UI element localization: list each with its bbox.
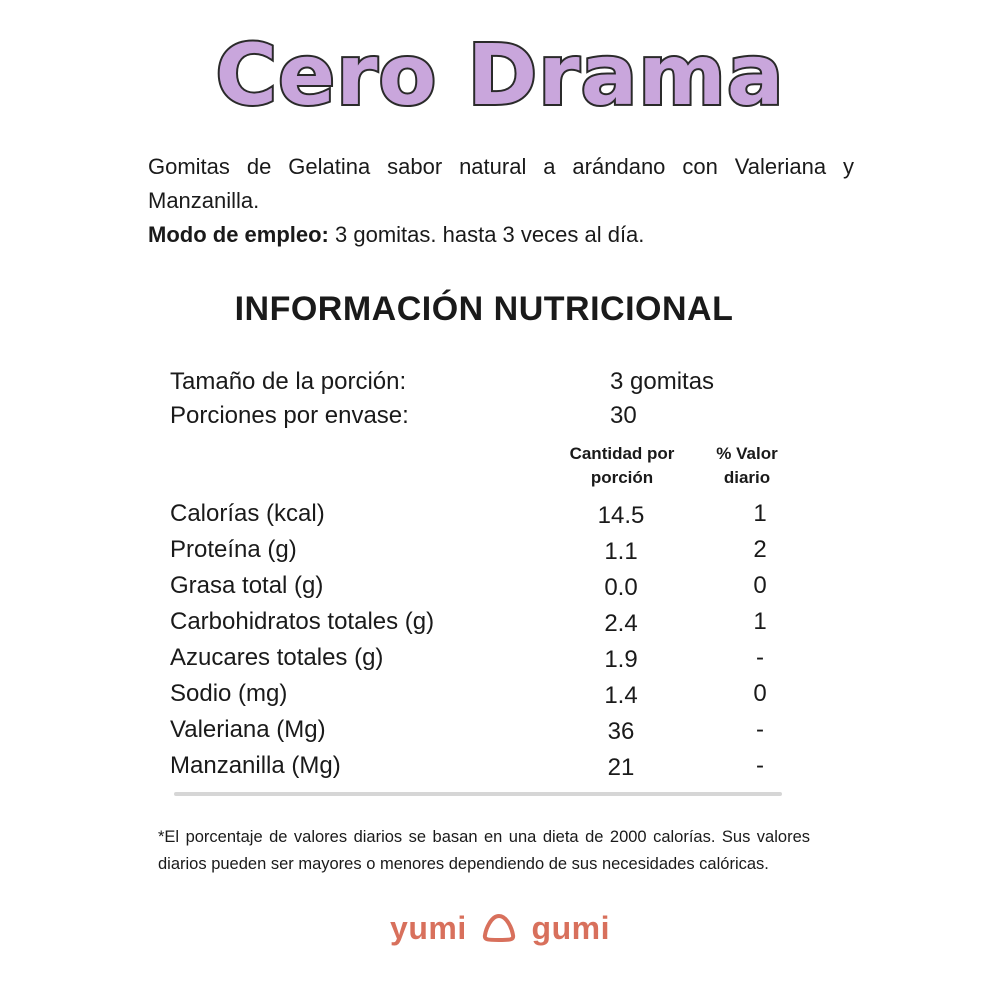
column-header-dv-line2: diario [723, 468, 771, 487]
usage-instructions [148, 218, 644, 252]
nutrient-amount: 21 [607, 754, 635, 781]
nutrient-amount: 1.1 [604, 538, 638, 565]
table-divider [174, 792, 782, 796]
logo-text-right: gumi [531, 910, 610, 946]
nutrient-amount: 2.4 [604, 610, 638, 637]
nutrient-daily-value: 2 [753, 536, 767, 563]
column-header-dv-line1: % Valor [716, 444, 778, 463]
servings-label: Porciones por envase: [170, 402, 409, 429]
nutrient-daily-value: - [756, 716, 764, 743]
nutrient-daily-value: 0 [753, 572, 767, 599]
gumdrop-icon [482, 913, 516, 951]
nutrient-label: Manzanilla (Mg) [170, 752, 341, 779]
column-header-amount-line1: Cantidad por [569, 444, 675, 463]
nutrient-label: Azucares totales (g) [170, 644, 384, 671]
serving-size-value: 3 gomitas [610, 368, 715, 395]
footnote: *El porcentaje de valores diarios se basan en una dieta de 2000 calorías. Sus valores diarios pueden ser mayores o menores dependiendo de sus necesidades calóricas. [158, 828, 810, 873]
usage-label: Modo de empleo: [148, 222, 329, 247]
nutrient-daily-value: 1 [753, 608, 767, 635]
usage-text: 3 gomitas. hasta 3 veces al día. [328, 222, 645, 247]
nutrient-daily-value: - [756, 644, 764, 671]
nutrient-label: Proteína (g) [170, 536, 297, 563]
nutrient-label: Carbohidratos totales (g) [170, 608, 435, 635]
product-description: Gomitas de Gelatina sabor natural a arándano con Valeriana y Manzanilla. [148, 154, 854, 213]
brand-logo [0, 910, 1000, 951]
column-header-amount [552, 442, 692, 490]
column-header-daily-value [700, 442, 794, 490]
nutrient-daily-value: 0 [753, 680, 767, 707]
nutrient-label: Sodio (mg) [170, 680, 288, 707]
nutrition-title: INFORMACIÓN NUTRICIONAL [234, 290, 734, 328]
logo-text-left: yumi [390, 910, 467, 946]
column-header-amount-line2: porción [590, 468, 654, 487]
nutrient-daily-value: - [756, 752, 764, 779]
nutrient-amount: 1.4 [604, 682, 638, 709]
nutrient-amount: 36 [607, 718, 635, 745]
nutrient-label: Calorías (kcal) [170, 500, 325, 527]
nutrient-amount: 1.9 [604, 646, 638, 673]
nutrient-amount: 14.5 [597, 502, 645, 529]
servings-value: 30 [610, 402, 637, 429]
nutrient-label: Valeriana (Mg) [170, 716, 326, 743]
nutrient-daily-value: 1 [753, 500, 767, 527]
brand-title: Cero Drama [215, 26, 785, 124]
serving-size-label: Tamaño de la porción: [170, 368, 407, 395]
nutrient-amount: 0.0 [604, 574, 638, 601]
nutrient-label: Grasa total (g) [170, 572, 324, 599]
